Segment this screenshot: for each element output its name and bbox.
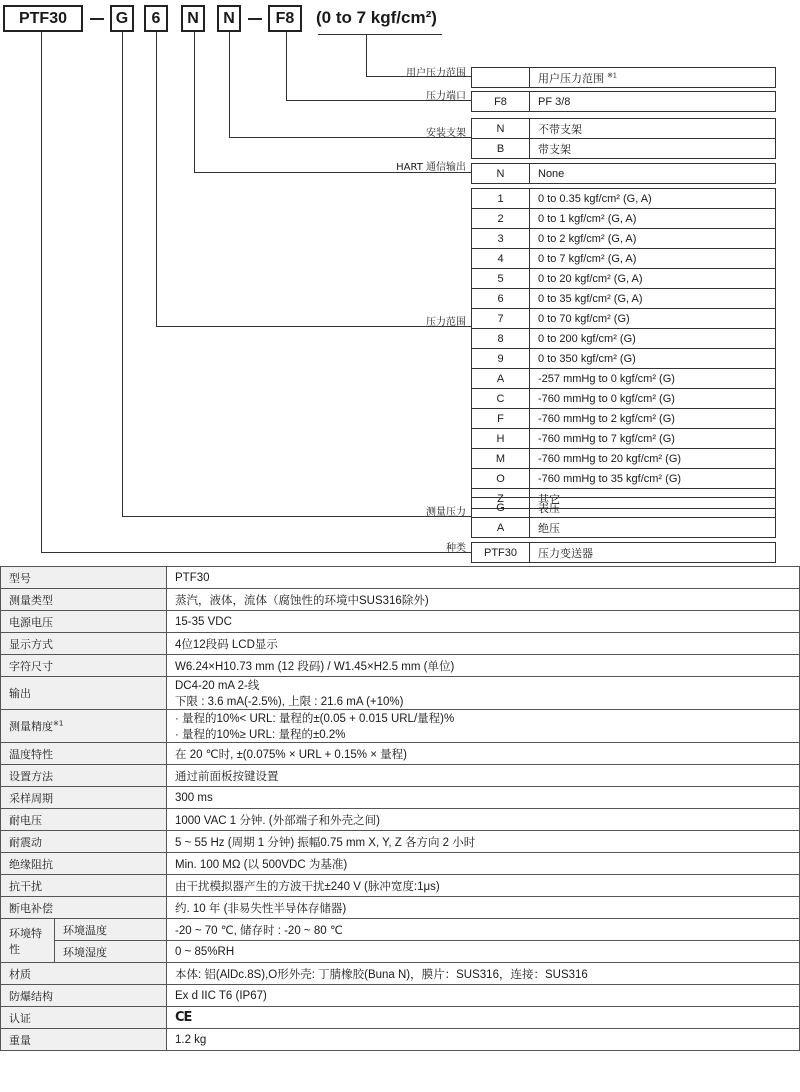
range-underline [318, 34, 442, 35]
spec-row [1, 611, 800, 633]
option-desc: -760 mmHg to 7 kgf/cm² (G) [538, 432, 675, 445]
option-row [472, 119, 775, 138]
spec-label: 字符尺寸 [1, 655, 167, 677]
spec-value: -20 ~ 70 ℃, 储存时 : -20 ~ 80 ℃ [167, 919, 800, 941]
option-row [472, 208, 775, 228]
option-row [472, 468, 775, 488]
connector [41, 32, 42, 552]
caption-type: 种类 [446, 543, 466, 554]
option-code: 3 [472, 229, 530, 248]
spec-label: 环境特性 [1, 919, 55, 963]
option-row [472, 288, 775, 308]
caption-port: 压力端口 [426, 91, 466, 102]
option-code: 7 [472, 309, 530, 328]
spec-row [1, 809, 800, 831]
option-desc: 0 to 0.35 kgf/cm² (G, A) [538, 192, 652, 205]
code-part-measure: G [110, 5, 134, 32]
option-code: Z [472, 489, 530, 508]
spec-row [1, 1029, 800, 1051]
spec-value: 15-35 VDC [167, 611, 800, 633]
footnote-mark: ※1 [607, 71, 617, 79]
option-code: M [472, 449, 530, 468]
spec-label: 设置方法 [1, 765, 167, 787]
spec-label: 采样周期 [1, 787, 167, 809]
option-desc: 绝压 [538, 522, 560, 535]
option-row [472, 388, 775, 408]
footnote-mark: ※1 [53, 719, 64, 728]
spec-label: 温度特性 [1, 743, 167, 765]
caption-bracket: 安装支架 [426, 128, 466, 139]
spec-label: 断电补偿 [1, 897, 167, 919]
spec-value: 1000 VAC 1 分钟. (外部端子和外壳之间) [167, 809, 800, 831]
option-code: H [472, 429, 530, 448]
option-row [472, 268, 775, 288]
spec-value: W6.24×H10.73 mm (12 段码) / W1.45×H2.5 mm (单位) [167, 655, 800, 677]
option-row [472, 448, 775, 468]
spec-value: · 量程的10%< URL: 量程的±(0.05 + 0.015 URL/量程)% · 量程的10%≥ URL: 量程的±0.2% [167, 710, 800, 743]
option-desc: 0 to 1 kgf/cm² (G, A) [538, 212, 637, 225]
option-code: 9 [472, 349, 530, 368]
code-part-hart: N [181, 5, 205, 32]
code-part-range: 6 [144, 5, 168, 32]
options-bracket [471, 118, 776, 159]
option-desc: 压力变送器 [538, 547, 593, 560]
spec-row [1, 897, 800, 919]
spec-label: 认证 [1, 1007, 167, 1029]
option-code: O [472, 469, 530, 488]
spec-row [1, 919, 800, 941]
spec-label: 输出 [1, 677, 167, 710]
option-code: 5 [472, 269, 530, 288]
option-desc: -760 mmHg to 35 kgf/cm² (G) [538, 472, 682, 485]
spec-row [1, 710, 800, 743]
option-code: 2 [472, 209, 530, 228]
connector [229, 32, 230, 137]
options-type [471, 542, 776, 563]
option-desc: -760 mmHg to 2 kgf/cm² (G) [538, 412, 675, 425]
option-row [472, 428, 775, 448]
option-row [472, 189, 775, 208]
code-range-text: (0 to 7 kgf/cm²) [316, 8, 437, 27]
option-row [472, 308, 775, 328]
spec-row [1, 743, 800, 765]
spec-row [1, 831, 800, 853]
spec-value [167, 1007, 800, 1029]
spec-row [1, 941, 800, 963]
option-row [472, 498, 775, 517]
spec-label: 耐震动 [1, 831, 167, 853]
spec-value: 本体: 铝(AlDc.8S),O形外壳: 丁腈橡胶(Buna N)，膜片：SUS316，连接：SUS316 [167, 963, 800, 985]
connector [122, 32, 123, 516]
option-code [472, 68, 530, 87]
option-code: F8 [472, 92, 530, 111]
spec-row [1, 567, 800, 589]
spec-label: 绝缘阻抗 [1, 853, 167, 875]
option-row [472, 328, 775, 348]
option-code: N [472, 119, 530, 138]
option-desc: 带支架 [538, 143, 571, 156]
spec-label: 电源电压 [1, 611, 167, 633]
caption-user-range: 用户压力范围 [406, 68, 466, 79]
caption-range: 压力范围 [426, 317, 466, 328]
option-row [472, 543, 775, 562]
option-code: 6 [472, 289, 530, 308]
spec-value: 由干扰模拟器产生的方波干扰±240 V (脉冲宽度:1μs) [167, 875, 800, 897]
spec-value: 通过前面板按键设置 [167, 765, 800, 787]
spec-value: 0 ~ 85%RH [167, 941, 800, 963]
option-row [472, 164, 775, 183]
option-row [472, 517, 775, 537]
option-code: PTF30 [472, 543, 530, 562]
spec-value: 300 ms [167, 787, 800, 809]
options-port [471, 91, 776, 112]
spec-row [1, 1007, 800, 1029]
option-desc: -760 mmHg to 0 kgf/cm² (G) [538, 392, 675, 405]
option-desc: 表压 [538, 502, 560, 515]
option-desc: 0 to 350 kgf/cm² (G) [538, 352, 636, 365]
option-desc: 其它 [538, 493, 560, 506]
spec-value: 蒸汽，液体，流体（腐蚀性的环境中SUS316除外) [167, 589, 800, 611]
options-user-range [471, 67, 776, 88]
spec-row [1, 765, 800, 787]
option-code: G [472, 498, 530, 517]
spec-value: 约. 10 年 (非易失性半导体存储器) [167, 897, 800, 919]
caption-measure: 测量压力 [426, 507, 466, 518]
spec-row [1, 677, 800, 710]
option-row [472, 68, 775, 87]
options-hart [471, 163, 776, 184]
option-code: B [472, 139, 530, 158]
option-row [472, 368, 775, 388]
option-desc: 用户压力范围 $^{※1}$ [538, 71, 617, 85]
option-desc: PF 3/8 [538, 95, 571, 108]
spec-label: 抗干扰 [1, 875, 167, 897]
spec-value: DC4-20 mA 2-线 下限 : 3.6 mA(-2.5%), 上限 : 21.6 mA (+10%) [167, 677, 800, 710]
option-row [472, 228, 775, 248]
option-code: A [472, 369, 530, 388]
option-code: 1 [472, 189, 530, 208]
spec-label: 重量 [1, 1029, 167, 1051]
spec-value: PTF30 [167, 567, 800, 589]
spec-sublabel: 环境湿度 [55, 941, 167, 963]
option-code: A [472, 518, 530, 537]
spec-value: Ex d IIC T6 (IP67) [167, 985, 800, 1007]
option-desc: 0 to 70 kgf/cm² (G) [538, 312, 630, 325]
spec-sublabel: 环境温度 [55, 919, 167, 941]
option-code: N [472, 164, 530, 183]
option-row [472, 348, 775, 368]
spec-row [1, 633, 800, 655]
spec-row [1, 963, 800, 985]
option-desc: -760 mmHg to 20 kgf/cm² (G) [538, 452, 682, 465]
spec-row [1, 875, 800, 897]
option-row [472, 92, 775, 111]
option-code: C [472, 389, 530, 408]
option-row [472, 408, 775, 428]
spec-value: 5 ~ 55 Hz (周期 1 分钟) 振幅0.75 mm X, Y, Z 各方向 2 小时 [167, 831, 800, 853]
options-range [471, 188, 776, 509]
option-desc: 0 to 7 kgf/cm² (G, A) [538, 252, 637, 265]
option-code: F [472, 409, 530, 428]
spec-label: 耐电压 [1, 809, 167, 831]
option-desc: None [538, 167, 565, 180]
option-desc: 0 to 200 kgf/cm² (G) [538, 332, 636, 345]
option-desc: 0 to 35 kgf/cm² (G, A) [538, 292, 643, 305]
option-desc: -257 mmHg to 0 kgf/cm² (G) [538, 372, 675, 385]
spec-row [1, 787, 800, 809]
spec-value: 4位12段码 LCD显示 [167, 633, 800, 655]
option-desc: 0 to 2 kgf/cm² (G, A) [538, 232, 637, 245]
spec-row [1, 589, 800, 611]
option-desc: 不带支架 [538, 123, 582, 136]
spec-label: 显示方式 [1, 633, 167, 655]
code-part-port: F8 [268, 5, 302, 32]
spec-label: 型号 [1, 567, 167, 589]
spec-row [1, 853, 800, 875]
spec-value: 1.2 kg [167, 1029, 800, 1051]
spec-value: Min. 100 MΩ (以 500VDC 为基准) [167, 853, 800, 875]
option-desc: 0 to 20 kgf/cm² (G, A) [538, 272, 643, 285]
spec-label: 测量类型 [1, 589, 167, 611]
code-dash [90, 18, 104, 20]
connector [156, 32, 157, 326]
code-part-bracket: N [217, 5, 241, 32]
spec-row [1, 655, 800, 677]
connector [194, 32, 195, 172]
ce-mark: CE [175, 1010, 192, 1025]
spec-table [0, 566, 800, 1051]
code-part-type: PTF30 [3, 5, 83, 32]
spec-label: 防爆结构 [1, 985, 167, 1007]
spec-value: 在 20 ℃时, ±(0.075% × URL + 0.15% × 量程) [167, 743, 800, 765]
option-code: 8 [472, 329, 530, 348]
option-code: 4 [472, 249, 530, 268]
option-row [472, 248, 775, 268]
spec-row [1, 985, 800, 1007]
spec-label: 测量精度$^{※1}$ [1, 710, 167, 743]
code-dash [248, 18, 262, 20]
option-row [472, 138, 775, 158]
caption-hart: HART 通信输出 [396, 162, 466, 173]
spec-label: 材质 [1, 963, 167, 985]
options-measure [471, 497, 776, 538]
